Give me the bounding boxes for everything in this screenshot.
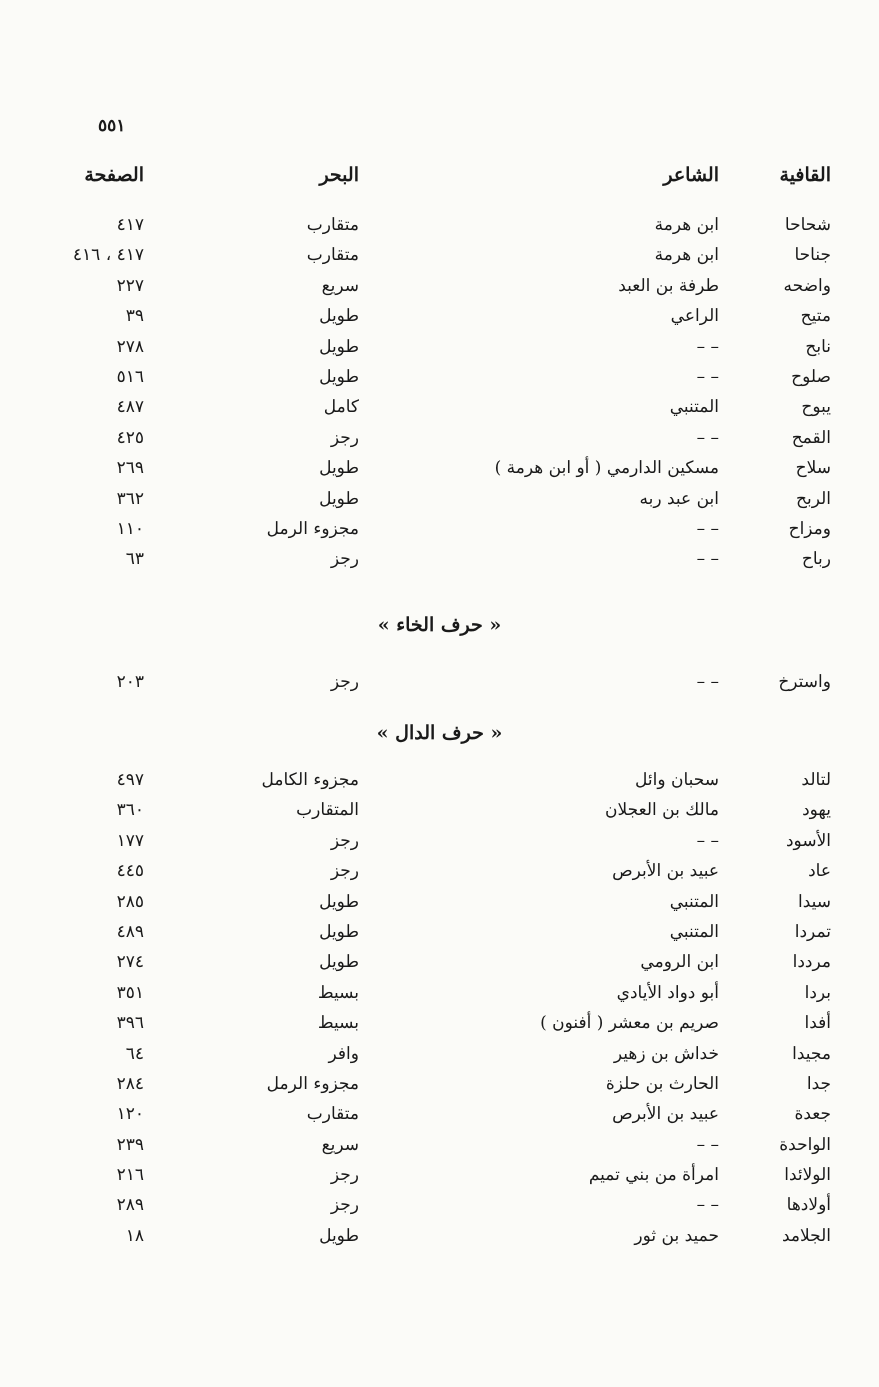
cell-page: ٤١٧ ، ٤١٦ — [72, 245, 144, 266]
table-row — [0, 1099, 879, 1129]
header-qafiya: القافية — [779, 164, 831, 186]
cell-shaer: أبو دواد الأيادي — [616, 982, 719, 1003]
cell-bahr: طويل — [319, 458, 359, 479]
cell-shaer: الراعي — [670, 306, 719, 327]
cell-shaer: عبيد بن الأبرص — [612, 861, 719, 882]
cell-page: ٣٦٢ — [116, 488, 144, 509]
table-row — [0, 1160, 879, 1190]
cell-bahr: المتقارب — [296, 800, 359, 821]
cell-bahr: بسيط — [317, 982, 359, 1003]
cell-shaer: طرفة بن العبد — [618, 275, 719, 296]
cell-shaer: المتنبي — [669, 921, 719, 942]
cell-shaer: – – — [696, 336, 719, 357]
cell-qafiya: نابح — [805, 336, 831, 357]
table-row — [0, 887, 879, 917]
cell-bahr: كامل — [323, 397, 359, 418]
cell-qafiya: صلوح — [791, 366, 831, 387]
cell-bahr: سريع — [321, 275, 359, 296]
page-number: ٥٥١ — [98, 116, 126, 136]
cell-bahr: طويل — [319, 488, 359, 509]
cell-page: ٢٨٤ — [116, 1073, 144, 1094]
cell-page: ٤٩٧ — [116, 770, 144, 790]
cell-qafiya: سيدا — [797, 891, 831, 912]
cell-shaer: حميد بن ثور — [634, 1225, 719, 1246]
cell-bahr: مجزوء الكامل — [261, 770, 359, 790]
section-title-dal: « حرف الدال » — [376, 722, 503, 744]
table-group-kha — [0, 667, 879, 697]
header-shaer: الشاعر — [663, 164, 719, 186]
cell-shaer: خداش بن زهير — [613, 1043, 719, 1064]
cell-qafiya: أفدا — [804, 1013, 831, 1034]
cell-page: ٢٧٨ — [116, 336, 144, 357]
cell-bahr: مجزوء الرمل — [266, 1073, 359, 1094]
cell-shaer: امرأة من بني تميم — [588, 1165, 719, 1186]
table-row — [0, 667, 879, 697]
cell-shaer: – – — [696, 830, 719, 851]
cell-bahr: رجز — [330, 549, 359, 570]
cell-shaer: – – — [696, 1134, 719, 1155]
cell-qafiya: الولائدا — [784, 1165, 831, 1186]
table-row — [0, 1130, 879, 1160]
cell-page: ٤٢٥ — [116, 427, 144, 448]
cell-page: ٢٨٥ — [116, 891, 144, 912]
cell-qafiya: جناحا — [794, 245, 831, 266]
table-row — [0, 1008, 879, 1038]
table-row — [0, 1190, 879, 1220]
cell-shaer: ابن عبد ربه — [639, 488, 719, 509]
cell-bahr: رجز — [330, 1165, 359, 1186]
cell-qafiya: الجلامد — [781, 1225, 831, 1246]
cell-bahr: طويل — [319, 366, 359, 387]
cell-shaer: – – — [696, 1195, 719, 1216]
cell-qafiya: الأسود — [785, 830, 831, 851]
table-row — [0, 795, 879, 825]
cell-shaer: ابن هرمة — [654, 215, 719, 235]
cell-page: ٣٩ — [125, 306, 144, 327]
cell-page: ١٨ — [125, 1225, 144, 1246]
cell-qafiya: أولادها — [786, 1195, 831, 1216]
cell-qafiya: لتالد — [801, 770, 831, 790]
cell-page: ٦٤ — [125, 1043, 144, 1064]
table-row — [0, 362, 879, 392]
cell-page: ٦٣ — [125, 549, 144, 570]
table-row — [0, 301, 879, 331]
table-row — [0, 765, 879, 795]
table-row — [0, 544, 879, 574]
cell-bahr: وافر — [328, 1043, 359, 1064]
cell-bahr: طويل — [319, 336, 359, 357]
table-row — [0, 484, 879, 514]
cell-shaer: سحبان وائل — [635, 770, 719, 790]
cell-qafiya: الواحدة — [779, 1134, 831, 1155]
cell-qafiya: عاد — [808, 861, 831, 882]
cell-page: ١٧٧ — [116, 830, 144, 851]
cell-shaer: المتنبي — [669, 397, 719, 418]
cell-bahr: طويل — [319, 891, 359, 912]
cell-shaer: – – — [696, 549, 719, 570]
table-row — [0, 1039, 879, 1069]
table-row — [0, 1221, 879, 1251]
table-row — [0, 947, 879, 977]
table-row — [0, 978, 879, 1008]
cell-qafiya: شحاحا — [784, 215, 831, 235]
cell-page: ٢٠٣ — [116, 672, 144, 692]
cell-bahr: مجزوء الرمل — [266, 518, 359, 539]
table-row — [0, 332, 879, 362]
section-title-kha: « حرف الخاء » — [377, 614, 502, 636]
cell-qafiya: سلاح — [795, 458, 831, 479]
table-row — [0, 856, 879, 886]
table-group-ha — [0, 210, 879, 575]
table-row — [0, 210, 879, 240]
cell-shaer: الحارث بن حلزة — [605, 1073, 719, 1094]
table-header — [0, 164, 879, 196]
cell-qafiya: ومزاح — [788, 518, 831, 539]
cell-shaer: ابن الرومي — [640, 952, 719, 973]
cell-bahr: رجز — [330, 830, 359, 851]
cell-qafiya: تمردا — [794, 921, 831, 942]
cell-bahr: طويل — [319, 921, 359, 942]
cell-shaer: ابن هرمة — [654, 245, 719, 266]
cell-shaer: – – — [696, 427, 719, 448]
cell-bahr: متقارب — [306, 1104, 359, 1125]
cell-bahr: طويل — [319, 306, 359, 327]
table-row — [0, 514, 879, 544]
table-row — [0, 240, 879, 270]
cell-bahr: طويل — [319, 952, 359, 973]
cell-qafiya: متيح — [800, 306, 831, 327]
cell-qafiya: رباح — [801, 549, 831, 570]
cell-page: ٤٨٩ — [116, 921, 144, 942]
cell-page: ٢٢٧ — [116, 275, 144, 296]
cell-page: ٢٦٩ — [116, 458, 144, 479]
cell-qafiya: جدا — [806, 1073, 831, 1094]
cell-shaer: – – — [696, 366, 719, 387]
table-row — [0, 423, 879, 453]
cell-page: ٢٧٤ — [116, 952, 144, 973]
cell-qafiya: يهود — [802, 800, 831, 821]
cell-shaer: عبيد بن الأبرص — [612, 1104, 719, 1125]
cell-page: ٢٨٩ — [116, 1195, 144, 1216]
cell-page: ٣٥١ — [116, 982, 144, 1003]
cell-bahr: رجز — [330, 672, 359, 692]
cell-qafiya: الربح — [796, 488, 831, 509]
table-row — [0, 453, 879, 483]
cell-qafiya: بردا — [804, 982, 831, 1003]
table-row — [0, 1069, 879, 1099]
cell-shaer: – – — [696, 672, 719, 692]
header-page: الصفحة — [84, 164, 144, 186]
cell-page: ٣٩٦ — [116, 1013, 144, 1034]
cell-bahr: بسيط — [317, 1013, 359, 1034]
cell-qafiya: القمح — [791, 427, 831, 448]
table-row — [0, 826, 879, 856]
cell-bahr: رجز — [330, 427, 359, 448]
table-group-dal — [0, 765, 879, 1251]
cell-page: ١١٠ — [116, 518, 144, 539]
cell-bahr: رجز — [330, 1195, 359, 1216]
cell-bahr: سريع — [321, 1134, 359, 1155]
table-row — [0, 917, 879, 947]
cell-bahr: طويل — [319, 1225, 359, 1246]
cell-qafiya: مجيدا — [792, 1043, 831, 1064]
cell-page: ٥١٦ — [116, 366, 144, 387]
cell-shaer: صريم بن معشر ( أفنون ) — [540, 1013, 719, 1034]
cell-shaer: مسكين الدارمي ( أو ابن هرمة ) — [494, 458, 719, 479]
cell-bahr: رجز — [330, 861, 359, 882]
cell-qafiya: يبوح — [801, 397, 831, 418]
cell-shaer: المتنبي — [669, 891, 719, 912]
cell-page: ٣٦٠ — [116, 800, 144, 821]
table-row — [0, 392, 879, 422]
cell-qafiya: مرددا — [792, 952, 831, 973]
table-row — [0, 271, 879, 301]
cell-shaer: – – — [696, 518, 719, 539]
header-bahr: البحر — [319, 164, 359, 186]
cell-page: ٤١٧ — [116, 215, 144, 235]
cell-qafiya: واضحه — [783, 275, 831, 296]
cell-page: ١٢٠ — [116, 1104, 144, 1125]
cell-qafiya: جعدة — [794, 1104, 831, 1125]
cell-page: ٤٨٧ — [116, 397, 144, 418]
cell-bahr: متقارب — [306, 215, 359, 235]
cell-qafiya: واسترخ — [778, 672, 831, 692]
cell-page: ٤٤٥ — [116, 861, 144, 882]
cell-page: ٢٣٩ — [116, 1134, 144, 1155]
cell-bahr: متقارب — [306, 245, 359, 266]
cell-page: ٢١٦ — [116, 1165, 144, 1186]
cell-shaer: مالك بن العجلان — [605, 800, 719, 821]
